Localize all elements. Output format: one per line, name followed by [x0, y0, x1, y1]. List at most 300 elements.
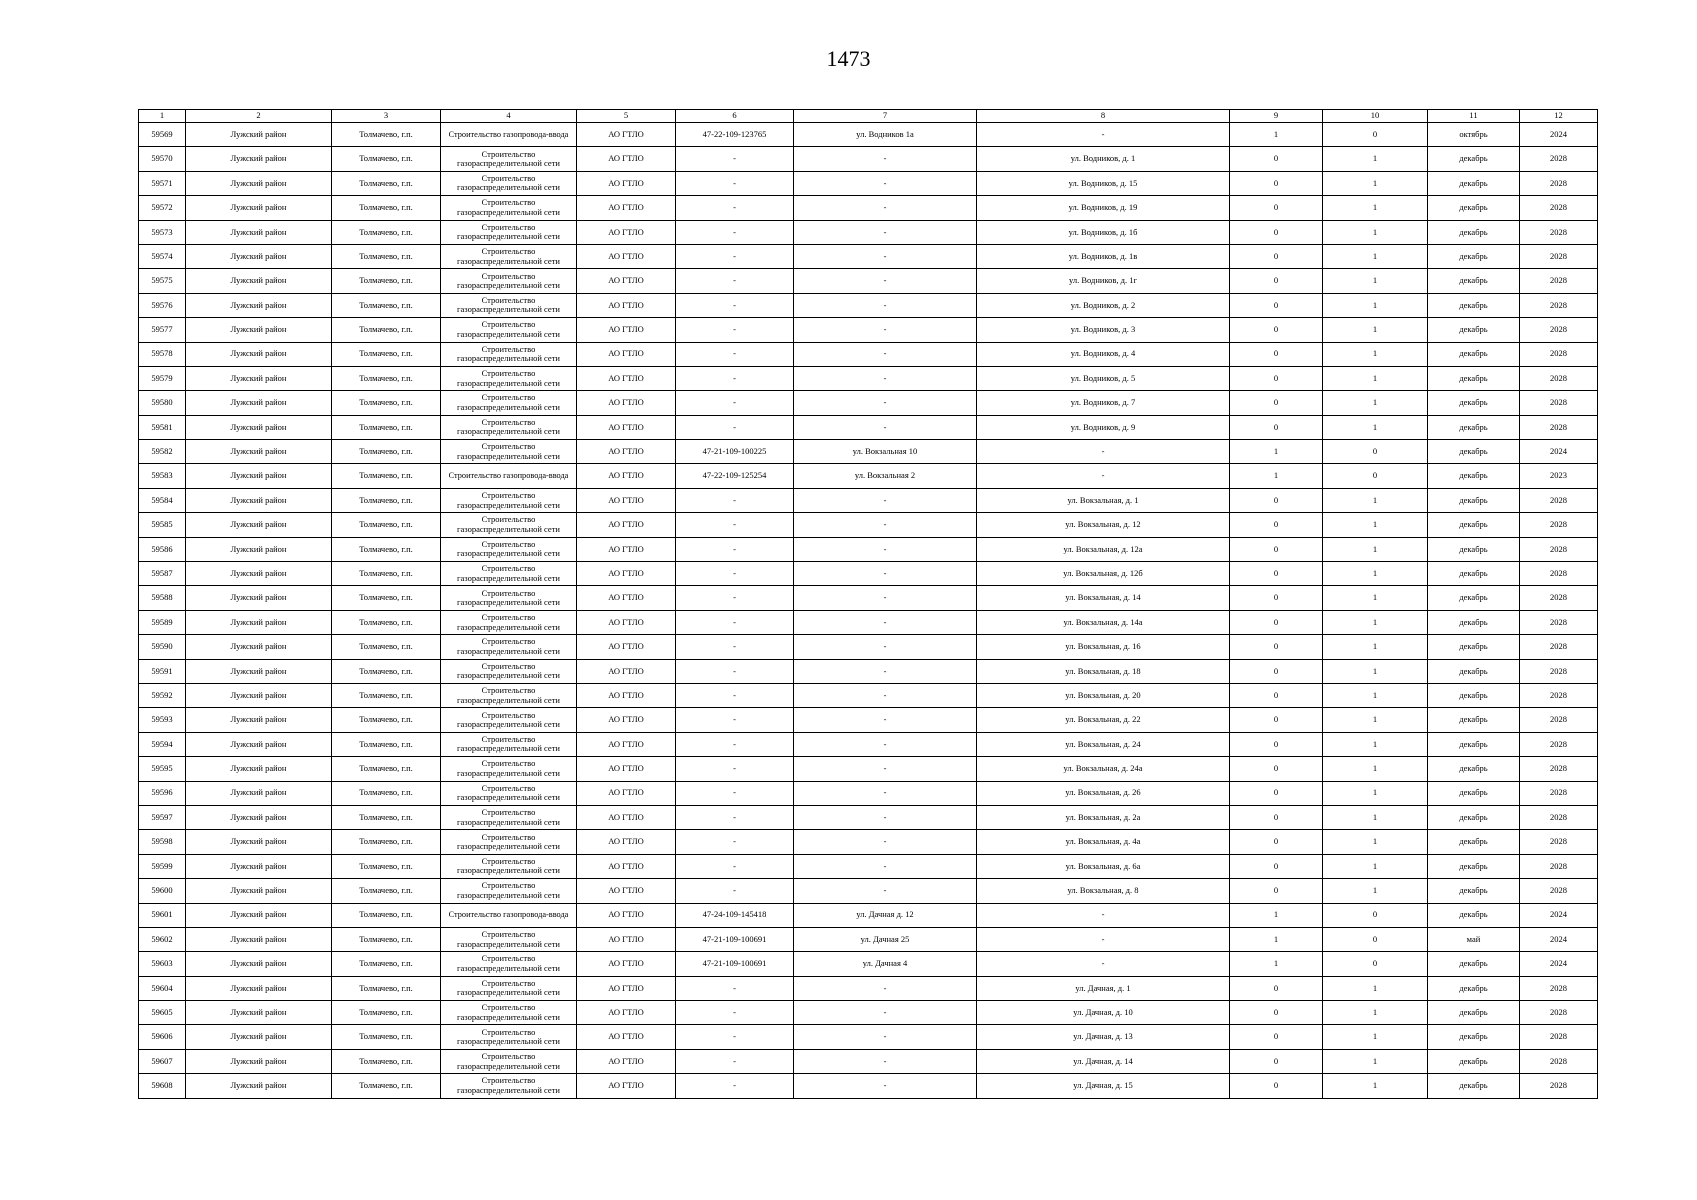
cell-object-code: - [676, 781, 794, 805]
cell-target-address: ул. Вокзальная, д. 4а [977, 830, 1230, 854]
cell-month: декабрь [1428, 830, 1520, 854]
cell-address: - [794, 318, 977, 342]
cell-year: 2028 [1520, 854, 1598, 878]
cell-settlement: Толмачево, г.п. [332, 366, 441, 390]
cell-address: - [794, 488, 977, 512]
cell-district: Лужский район [186, 562, 332, 586]
cell-object-code: 47-21-109-100225 [676, 440, 794, 464]
cell-record-id: 59603 [139, 952, 186, 976]
table-row [139, 610, 1598, 634]
cell-record-id: 59604 [139, 976, 186, 1000]
cell-organization: АО ГТЛО [577, 805, 676, 829]
table-row [139, 269, 1598, 293]
cell-district: Лужский район [186, 830, 332, 854]
cell-target-address: - [977, 464, 1230, 488]
cell-organization: АО ГТЛО [577, 147, 676, 171]
cell-target-address: ул. Вокзальная, д. 14а [977, 610, 1230, 634]
cell-object-code: - [676, 683, 794, 707]
table-row [139, 927, 1598, 951]
cell-district: Лужский район [186, 683, 332, 707]
cell-year: 2028 [1520, 659, 1598, 683]
cell-month: декабрь [1428, 976, 1520, 1000]
cell-organization: АО ГТЛО [577, 1001, 676, 1025]
cell-object-code: 47-24-109-145418 [676, 903, 794, 927]
cell-count-b: 1 [1323, 976, 1428, 1000]
cell-count-a: 0 [1230, 220, 1323, 244]
table-row [139, 1025, 1598, 1049]
cell-year: 2024 [1520, 123, 1598, 147]
cell-month: декабрь [1428, 610, 1520, 634]
column-header-4: 4 [441, 110, 577, 123]
cell-target-address: ул. Вокзальная, д. 24 [977, 732, 1230, 756]
cell-district: Лужский район [186, 708, 332, 732]
cell-district: Лужский район [186, 805, 332, 829]
cell-object-code: - [676, 391, 794, 415]
cell-count-a: 0 [1230, 537, 1323, 561]
cell-settlement: Толмачево, г.п. [332, 952, 441, 976]
cell-year: 2028 [1520, 1049, 1598, 1073]
cell-work-type: Строительство газораспределительной сети [441, 391, 577, 415]
cell-count-b: 1 [1323, 1074, 1428, 1098]
cell-district: Лужский район [186, 513, 332, 537]
cell-record-id: 59588 [139, 586, 186, 610]
cell-work-type: Строительство газораспределительной сети [441, 879, 577, 903]
cell-count-a: 0 [1230, 318, 1323, 342]
column-header-2: 2 [186, 110, 332, 123]
cell-year: 2028 [1520, 1001, 1598, 1025]
cell-count-b: 1 [1323, 318, 1428, 342]
cell-count-b: 1 [1323, 683, 1428, 707]
cell-target-address: - [977, 903, 1230, 927]
cell-work-type: Строительство газораспределительной сети [441, 513, 577, 537]
table-row [139, 366, 1598, 390]
cell-count-a: 0 [1230, 1074, 1323, 1098]
cell-count-a: 1 [1230, 903, 1323, 927]
cell-object-code: - [676, 610, 794, 634]
cell-organization: АО ГТЛО [577, 464, 676, 488]
cell-count-a: 1 [1230, 440, 1323, 464]
table-row [139, 879, 1598, 903]
cell-address: - [794, 879, 977, 903]
cell-settlement: Толмачево, г.п. [332, 976, 441, 1000]
cell-year: 2028 [1520, 732, 1598, 756]
cell-settlement: Толмачево, г.п. [332, 513, 441, 537]
cell-object-code: - [676, 244, 794, 268]
cell-district: Лужский район [186, 781, 332, 805]
cell-record-id: 59606 [139, 1025, 186, 1049]
cell-work-type: Строительство газораспределительной сети [441, 952, 577, 976]
cell-month: декабрь [1428, 537, 1520, 561]
cell-organization: АО ГТЛО [577, 610, 676, 634]
cell-settlement: Толмачево, г.п. [332, 830, 441, 854]
cell-district: Лужский район [186, 1001, 332, 1025]
cell-target-address: ул. Вокзальная, д. 12б [977, 562, 1230, 586]
cell-count-b: 1 [1323, 1001, 1428, 1025]
cell-organization: АО ГТЛО [577, 976, 676, 1000]
cell-district: Лужский район [186, 318, 332, 342]
page-number: 1473 [826, 46, 871, 71]
table-row [139, 976, 1598, 1000]
cell-address: - [794, 415, 977, 439]
cell-record-id: 59585 [139, 513, 186, 537]
cell-object-code: - [676, 830, 794, 854]
cell-record-id: 59579 [139, 366, 186, 390]
cell-target-address: ул. Водников, д. 1г [977, 269, 1230, 293]
cell-work-type: Строительство газораспределительной сети [441, 293, 577, 317]
cell-settlement: Толмачево, г.п. [332, 1001, 441, 1025]
cell-work-type: Строительство газораспределительной сети [441, 1025, 577, 1049]
cell-target-address: ул. Водников, д. 5 [977, 366, 1230, 390]
cell-district: Лужский район [186, 659, 332, 683]
cell-address: ул. Дачная 4 [794, 952, 977, 976]
cell-count-a: 0 [1230, 635, 1323, 659]
cell-organization: АО ГТЛО [577, 683, 676, 707]
cell-object-code: - [676, 976, 794, 1000]
cell-district: Лужский район [186, 269, 332, 293]
cell-organization: АО ГТЛО [577, 562, 676, 586]
cell-organization: АО ГТЛО [577, 196, 676, 220]
cell-month: декабрь [1428, 854, 1520, 878]
cell-count-a: 1 [1230, 952, 1323, 976]
cell-count-b: 1 [1323, 830, 1428, 854]
cell-address: - [794, 171, 977, 195]
cell-year: 2028 [1520, 293, 1598, 317]
cell-count-b: 1 [1323, 342, 1428, 366]
cell-work-type: Строительство газораспределительной сети [441, 269, 577, 293]
cell-record-id: 59595 [139, 757, 186, 781]
cell-count-b: 0 [1323, 464, 1428, 488]
cell-address: - [794, 196, 977, 220]
cell-count-a: 0 [1230, 732, 1323, 756]
cell-address: - [794, 732, 977, 756]
cell-count-b: 1 [1323, 708, 1428, 732]
cell-settlement: Толмачево, г.п. [332, 659, 441, 683]
cell-count-a: 0 [1230, 244, 1323, 268]
cell-object-code: - [676, 586, 794, 610]
cell-organization: АО ГТЛО [577, 537, 676, 561]
cell-work-type: Строительство газораспределительной сети [441, 708, 577, 732]
cell-district: Лужский район [186, 610, 332, 634]
cell-object-code: - [676, 1001, 794, 1025]
cell-organization: АО ГТЛО [577, 415, 676, 439]
cell-settlement: Толмачево, г.п. [332, 488, 441, 512]
cell-record-id: 59593 [139, 708, 186, 732]
cell-record-id: 59580 [139, 391, 186, 415]
cell-count-a: 0 [1230, 586, 1323, 610]
cell-count-b: 1 [1323, 635, 1428, 659]
cell-district: Лужский район [186, 732, 332, 756]
cell-district: Лужский район [186, 196, 332, 220]
cell-object-code: 47-22-109-123765 [676, 123, 794, 147]
cell-district: Лужский район [186, 757, 332, 781]
cell-year: 2028 [1520, 586, 1598, 610]
cell-month: декабрь [1428, 781, 1520, 805]
cell-settlement: Толмачево, г.п. [332, 440, 441, 464]
table-row [139, 123, 1598, 147]
cell-record-id: 59607 [139, 1049, 186, 1073]
cell-year: 2028 [1520, 147, 1598, 171]
cell-settlement: Толмачево, г.п. [332, 537, 441, 561]
cell-year: 2028 [1520, 562, 1598, 586]
table-row [139, 537, 1598, 561]
cell-year: 2028 [1520, 805, 1598, 829]
table-row [139, 1074, 1598, 1098]
cell-record-id: 59599 [139, 854, 186, 878]
cell-object-code: 47-22-109-125254 [676, 464, 794, 488]
cell-target-address: ул. Вокзальная, д. 22 [977, 708, 1230, 732]
table-row [139, 757, 1598, 781]
cell-year: 2028 [1520, 391, 1598, 415]
cell-target-address: ул. Вокзальная, д. 26 [977, 781, 1230, 805]
cell-year: 2028 [1520, 1025, 1598, 1049]
cell-record-id: 59589 [139, 610, 186, 634]
cell-district: Лужский район [186, 537, 332, 561]
cell-count-a: 0 [1230, 415, 1323, 439]
cell-district: Лужский район [186, 366, 332, 390]
cell-target-address: ул. Вокзальная, д. 8 [977, 879, 1230, 903]
cell-work-type: Строительство газораспределительной сети [441, 610, 577, 634]
cell-target-address: ул. Вокзальная, д. 20 [977, 683, 1230, 707]
cell-target-address: ул. Вокзальная, д. 12 [977, 513, 1230, 537]
cell-target-address: ул. Водников, д. 1в [977, 244, 1230, 268]
cell-district: Лужский район [186, 586, 332, 610]
column-header-9: 9 [1230, 110, 1323, 123]
cell-count-b: 1 [1323, 415, 1428, 439]
cell-record-id: 59602 [139, 927, 186, 951]
cell-count-a: 0 [1230, 366, 1323, 390]
cell-year: 2028 [1520, 635, 1598, 659]
cell-count-a: 0 [1230, 683, 1323, 707]
cell-address: - [794, 805, 977, 829]
column-header-7: 7 [794, 110, 977, 123]
cell-month: декабрь [1428, 391, 1520, 415]
cell-count-a: 0 [1230, 342, 1323, 366]
cell-work-type: Строительство газораспределительной сети [441, 781, 577, 805]
table-row [139, 659, 1598, 683]
cell-year: 2028 [1520, 196, 1598, 220]
cell-work-type: Строительство газораспределительной сети [441, 440, 577, 464]
cell-year: 2024 [1520, 903, 1598, 927]
cell-target-address: ул. Водников, д. 2 [977, 293, 1230, 317]
table-row [139, 903, 1598, 927]
cell-month: декабрь [1428, 1074, 1520, 1098]
cell-record-id: 59572 [139, 196, 186, 220]
cell-address: - [794, 366, 977, 390]
cell-count-b: 1 [1323, 269, 1428, 293]
column-header-1: 1 [139, 110, 186, 123]
cell-work-type: Строительство газораспределительной сети [441, 488, 577, 512]
table-row [139, 171, 1598, 195]
cell-month: декабрь [1428, 903, 1520, 927]
cell-count-b: 0 [1323, 123, 1428, 147]
cell-count-a: 0 [1230, 830, 1323, 854]
cell-address: - [794, 293, 977, 317]
cell-address: - [794, 586, 977, 610]
cell-settlement: Толмачево, г.п. [332, 879, 441, 903]
cell-target-address: ул. Водников, д. 9 [977, 415, 1230, 439]
cell-target-address: ул. Вокзальная, д. 12а [977, 537, 1230, 561]
cell-count-b: 1 [1323, 586, 1428, 610]
cell-address: - [794, 854, 977, 878]
cell-month: декабрь [1428, 732, 1520, 756]
cell-district: Лужский район [186, 464, 332, 488]
cell-object-code: - [676, 513, 794, 537]
cell-organization: АО ГТЛО [577, 488, 676, 512]
cell-work-type: Строительство газораспределительной сети [441, 830, 577, 854]
table-row [139, 708, 1598, 732]
cell-record-id: 59575 [139, 269, 186, 293]
cell-count-b: 1 [1323, 757, 1428, 781]
cell-month: декабрь [1428, 562, 1520, 586]
cell-count-a: 1 [1230, 123, 1323, 147]
cell-address: - [794, 244, 977, 268]
cell-count-a: 0 [1230, 781, 1323, 805]
cell-district: Лужский район [186, 244, 332, 268]
cell-count-b: 1 [1323, 488, 1428, 512]
cell-address: - [794, 342, 977, 366]
cell-object-code: - [676, 757, 794, 781]
cell-month: декабрь [1428, 952, 1520, 976]
cell-record-id: 59569 [139, 123, 186, 147]
cell-settlement: Толмачево, г.п. [332, 781, 441, 805]
cell-month: декабрь [1428, 196, 1520, 220]
cell-work-type: Строительство газопровода-ввода [441, 123, 577, 147]
column-header-3: 3 [332, 110, 441, 123]
cell-year: 2024 [1520, 927, 1598, 951]
cell-settlement: Толмачево, г.п. [332, 196, 441, 220]
cell-organization: АО ГТЛО [577, 1025, 676, 1049]
table-row [139, 196, 1598, 220]
cell-month: май [1428, 927, 1520, 951]
cell-year: 2028 [1520, 366, 1598, 390]
cell-target-address: ул. Водников, д. 1 [977, 147, 1230, 171]
cell-work-type: Строительство газораспределительной сети [441, 147, 577, 171]
cell-count-a: 0 [1230, 488, 1323, 512]
cell-month: октябрь [1428, 123, 1520, 147]
registry-table [138, 109, 1598, 1099]
cell-organization: АО ГТЛО [577, 854, 676, 878]
cell-target-address: ул. Водников, д. 7 [977, 391, 1230, 415]
cell-district: Лужский район [186, 1049, 332, 1073]
column-header-5: 5 [577, 110, 676, 123]
cell-count-b: 1 [1323, 732, 1428, 756]
cell-count-a: 0 [1230, 562, 1323, 586]
cell-month: декабрь [1428, 293, 1520, 317]
cell-count-b: 1 [1323, 513, 1428, 537]
cell-address: ул. Водников 1а [794, 123, 977, 147]
cell-object-code: 47-21-109-100691 [676, 927, 794, 951]
cell-work-type: Строительство газораспределительной сети [441, 659, 577, 683]
column-header-8: 8 [977, 110, 1230, 123]
cell-object-code: - [676, 732, 794, 756]
table-row [139, 488, 1598, 512]
cell-count-a: 1 [1230, 927, 1323, 951]
cell-object-code: - [676, 635, 794, 659]
cell-settlement: Толмачево, г.п. [332, 244, 441, 268]
cell-district: Лужский район [186, 488, 332, 512]
cell-settlement: Толмачево, г.п. [332, 269, 441, 293]
cell-district: Лужский район [186, 927, 332, 951]
cell-count-a: 0 [1230, 1001, 1323, 1025]
cell-object-code: - [676, 879, 794, 903]
cell-target-address: - [977, 952, 1230, 976]
cell-year: 2028 [1520, 415, 1598, 439]
column-header-6: 6 [676, 110, 794, 123]
cell-record-id: 59596 [139, 781, 186, 805]
cell-record-id: 59605 [139, 1001, 186, 1025]
cell-count-b: 1 [1323, 781, 1428, 805]
cell-count-b: 1 [1323, 391, 1428, 415]
cell-address: - [794, 830, 977, 854]
cell-count-a: 0 [1230, 196, 1323, 220]
cell-organization: АО ГТЛО [577, 269, 676, 293]
cell-year: 2028 [1520, 683, 1598, 707]
cell-object-code: - [676, 488, 794, 512]
cell-settlement: Толмачево, г.п. [332, 927, 441, 951]
cell-year: 2024 [1520, 952, 1598, 976]
cell-organization: АО ГТЛО [577, 318, 676, 342]
cell-target-address: ул. Вокзальная, д. 18 [977, 659, 1230, 683]
column-header-10: 10 [1323, 110, 1428, 123]
cell-settlement: Толмачево, г.п. [332, 1025, 441, 1049]
cell-settlement: Толмачево, г.п. [332, 293, 441, 317]
table-row [139, 464, 1598, 488]
cell-organization: АО ГТЛО [577, 440, 676, 464]
cell-address: - [794, 1025, 977, 1049]
cell-settlement: Толмачево, г.п. [332, 220, 441, 244]
table-row [139, 147, 1598, 171]
cell-work-type: Строительство газораспределительной сети [441, 366, 577, 390]
cell-address: - [794, 220, 977, 244]
cell-month: декабрь [1428, 244, 1520, 268]
cell-count-b: 1 [1323, 1049, 1428, 1073]
cell-count-a: 0 [1230, 757, 1323, 781]
cell-year: 2028 [1520, 708, 1598, 732]
table-row [139, 781, 1598, 805]
cell-record-id: 59592 [139, 683, 186, 707]
column-header-12: 12 [1520, 110, 1598, 123]
cell-month: декабрь [1428, 366, 1520, 390]
cell-district: Лужский район [186, 147, 332, 171]
cell-year: 2028 [1520, 244, 1598, 268]
cell-settlement: Толмачево, г.п. [332, 415, 441, 439]
cell-object-code: - [676, 659, 794, 683]
cell-record-id: 59583 [139, 464, 186, 488]
cell-count-a: 0 [1230, 171, 1323, 195]
cell-target-address: ул. Дачная, д. 10 [977, 1001, 1230, 1025]
cell-count-a: 1 [1230, 464, 1323, 488]
cell-organization: АО ГТЛО [577, 513, 676, 537]
cell-settlement: Толмачево, г.п. [332, 1074, 441, 1098]
cell-address: - [794, 147, 977, 171]
cell-organization: АО ГТЛО [577, 927, 676, 951]
cell-object-code: - [676, 293, 794, 317]
cell-object-code: - [676, 366, 794, 390]
cell-year: 2028 [1520, 879, 1598, 903]
cell-target-address: ул. Вокзальная, д. 24а [977, 757, 1230, 781]
cell-month: декабрь [1428, 220, 1520, 244]
cell-year: 2028 [1520, 318, 1598, 342]
cell-record-id: 59581 [139, 415, 186, 439]
cell-settlement: Толмачево, г.п. [332, 391, 441, 415]
cell-count-a: 0 [1230, 269, 1323, 293]
cell-count-a: 0 [1230, 293, 1323, 317]
table-body [139, 123, 1598, 1099]
cell-target-address: ул. Вокзальная, д. 16 [977, 635, 1230, 659]
cell-year: 2028 [1520, 220, 1598, 244]
cell-count-b: 0 [1323, 903, 1428, 927]
cell-address: - [794, 1049, 977, 1073]
